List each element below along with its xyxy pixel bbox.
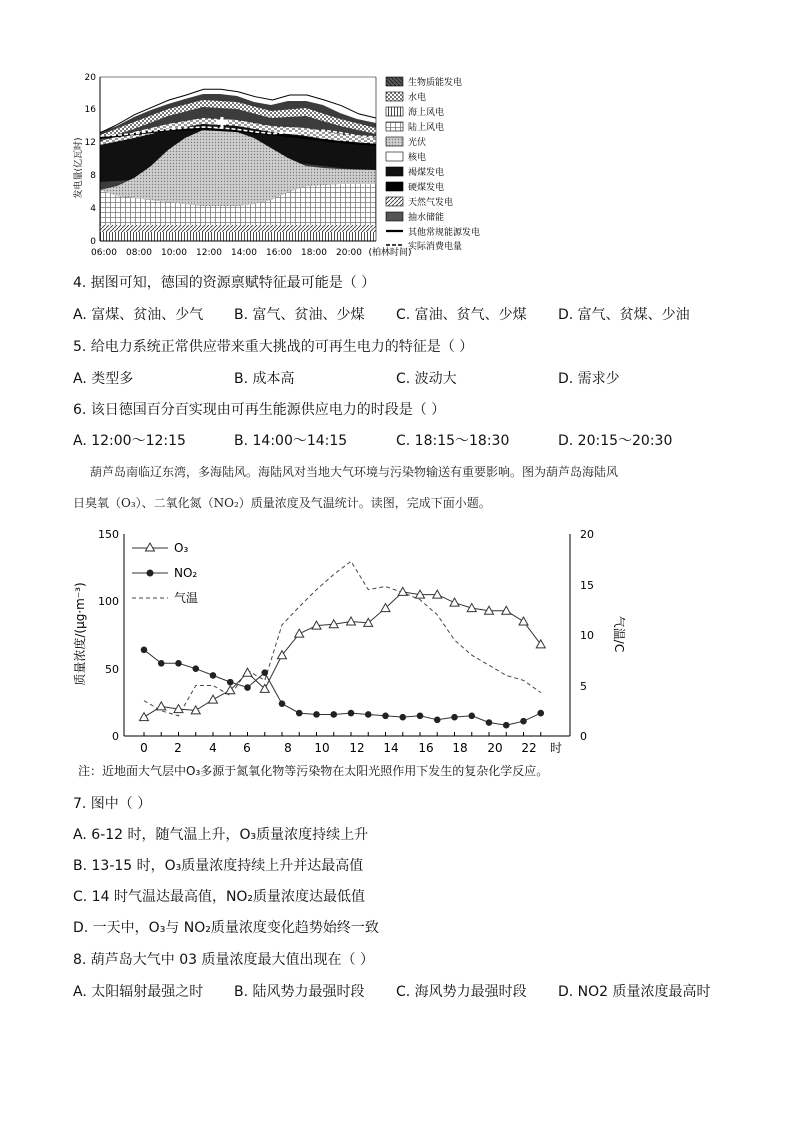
- no2-point: [520, 718, 527, 725]
- passage-line-1: 葫芦岛南临辽东湾，多海陆风。海陆风对当地大气环境与污染物输送有重要影响。图为葫芦岛海陆风: [90, 465, 619, 479]
- legend-label: 核电: [408, 153, 427, 163]
- o3-point: [295, 629, 304, 637]
- o3-point: [450, 598, 459, 606]
- chart1-ytick: 20: [84, 73, 96, 83]
- chart2-ytick-left: 100: [98, 595, 119, 608]
- legend-swatch-gas: [386, 197, 403, 206]
- o3-point: [502, 606, 511, 614]
- legend-swatch-nuclear: [386, 152, 403, 161]
- legend-label: 硬煤发电: [408, 183, 445, 193]
- no2-point: [141, 647, 148, 654]
- no2-point: [210, 672, 217, 679]
- no2-point: [468, 713, 475, 720]
- o3-point: [519, 617, 528, 625]
- no2-point: [261, 669, 268, 676]
- chart1-xunit: (柏林时间): [368, 248, 412, 258]
- chart2-xtick: 8: [284, 741, 292, 755]
- series-no2-line: [144, 650, 541, 725]
- no2-point: [399, 714, 406, 721]
- chart1-xtick: 10:00: [161, 248, 187, 258]
- q6-option-b[interactable]: B. 14:00～14:15: [234, 433, 348, 449]
- no2-point: [486, 719, 493, 726]
- legend-label: 天然气发电: [408, 198, 454, 208]
- chart2-xtick: 20: [487, 741, 503, 755]
- no2-point: [227, 679, 234, 686]
- area-gas-base: [100, 225, 376, 232]
- chart2-ytick-right: 0: [580, 730, 587, 743]
- chart1-xtick: 12:00: [196, 248, 222, 258]
- q6-option-c[interactable]: C. 18:15～18:30: [396, 433, 510, 449]
- no2-point: [175, 660, 182, 667]
- legend-swatch-biomass: [386, 77, 403, 86]
- legend-label: 光伏: [408, 138, 427, 148]
- legend-swatch-lignite: [386, 167, 403, 176]
- o3-point: [243, 668, 252, 676]
- chart2-ytick-right: 10: [580, 629, 594, 642]
- q8-option-d[interactable]: D. NO2 质量浓度最高时: [558, 984, 711, 1000]
- chart1-xticks: [91, 246, 411, 258]
- chart2-xtick: 4: [209, 741, 217, 755]
- no2-point: [382, 713, 389, 720]
- legend-label: 实际消费电量: [408, 242, 463, 252]
- no2-point: [192, 665, 199, 672]
- legend-swatch-hard-coal: [386, 182, 403, 191]
- chart2-ytick-right: 15: [580, 579, 594, 592]
- o3-point: [433, 590, 442, 598]
- q5-option-a[interactable]: A. 类型多: [73, 371, 134, 387]
- legend-label: 海上风电: [408, 108, 445, 118]
- no2-point: [313, 711, 320, 718]
- q5-option-b[interactable]: B. 成本高: [234, 371, 295, 387]
- q5-option-d[interactable]: D. 需求少: [558, 371, 620, 387]
- chart1-xtick: 20:00: [336, 248, 362, 258]
- q7-option-d[interactable]: D. 一天中，O₃与 NO₂质量浓度变化趋势始终一致: [73, 920, 379, 936]
- chart2-yticks-left: [98, 528, 119, 743]
- chart1-xtick: 06:00: [91, 248, 117, 258]
- legend-label: 水电: [408, 93, 427, 103]
- ozone-no2-temperature-chart: [70, 522, 630, 762]
- chart2-xtick: 2: [174, 741, 182, 755]
- no2-point: [417, 713, 424, 720]
- chart2-ytick-right: 5: [580, 680, 587, 693]
- chart2-ytick-right: 20: [580, 528, 594, 541]
- chart2-xtick: 14: [383, 741, 399, 755]
- legend-label: 抽水储能: [408, 213, 445, 223]
- legend-label: 陆上风电: [408, 123, 445, 133]
- q8-option-a[interactable]: A. 太阳辐射最强之时: [73, 984, 204, 1000]
- chart1-ytick: 8: [90, 171, 96, 181]
- passage-line-2: 日臭氧（O₃）、二氧化氮（NO₂）质量浓度及气温统计。读图，完成下面小题。: [73, 496, 491, 510]
- chart2-legend: [132, 541, 198, 605]
- o3-point: [347, 617, 356, 625]
- chart1-xtick: 08:00: [126, 248, 152, 258]
- chart2-ytick-left: 0: [112, 730, 119, 743]
- chart2-xtick: 18: [452, 741, 468, 755]
- chart1-xtick: 16:00: [266, 248, 292, 258]
- no2-point: [451, 714, 458, 721]
- no2-point: [296, 710, 303, 717]
- area-pumped-storage: [100, 232, 376, 241]
- q6-option-a[interactable]: A. 12:00～12:15: [73, 433, 186, 449]
- o3-point: [209, 695, 218, 703]
- no2-point: [330, 711, 337, 718]
- question-7-stem: 7. 图中（ ）: [73, 796, 152, 812]
- question-6-stem: 6. 该日德国百分百实现由可再生能源供应电力的时段是（ ）: [73, 402, 446, 418]
- legend-no2-marker: [147, 570, 154, 577]
- chart1-legend: [386, 76, 480, 252]
- chart1-ytick: 12: [84, 138, 96, 148]
- no2-point: [503, 722, 510, 729]
- chart1-plot: [100, 77, 376, 241]
- q8-option-c[interactable]: C. 海风势力最强时段: [396, 984, 527, 1000]
- chart2-xtick: 16: [418, 741, 434, 755]
- chart2-ytick-left: 50: [105, 663, 119, 676]
- chart2-xunit: 时: [549, 741, 563, 755]
- no2-point: [348, 710, 355, 717]
- series-temperature-line: [144, 561, 541, 716]
- chart2-yticks-right: [580, 528, 594, 743]
- chart2-xtick: 10: [314, 741, 330, 755]
- q8-option-b[interactable]: B. 陆风势力最强时段: [234, 984, 365, 1000]
- legend-swatch-solar: [386, 137, 403, 146]
- chart1-xtick: 14:00: [231, 248, 257, 258]
- chart1-ytick: 16: [84, 105, 96, 115]
- chart2-xtick: 12: [349, 741, 365, 755]
- legend-temp-label: 气温: [174, 591, 199, 605]
- no2-point: [279, 700, 286, 707]
- legend-o3-marker: [146, 543, 155, 551]
- legend-no2-label: NO₂: [174, 566, 198, 580]
- legend-swatch-hydro: [386, 92, 403, 101]
- question-4-stem: 4. 据图可知，德国的资源禀赋特征最可能是（ ）: [73, 275, 376, 291]
- no2-point: [244, 684, 251, 691]
- q4-option-c[interactable]: C. 富油、贫气、少煤: [396, 307, 527, 323]
- q7-option-a[interactable]: A. 6-12 时，随气温上升，O₃质量浓度持续上升: [73, 827, 369, 843]
- chart1-xtick: 18:00: [301, 248, 327, 258]
- q6-option-d[interactable]: D. 20:15～20:30: [558, 433, 673, 449]
- chart2-ylabel-right: 气温/C: [612, 615, 626, 653]
- q7-option-b[interactable]: B. 13-15 时，O₃质量浓度持续上升并达最高值: [73, 858, 364, 874]
- legend-o3-label: O₃: [174, 541, 189, 555]
- q7-option-c[interactable]: C. 14 时气温达最高值，NO₂质量浓度达最低值: [73, 889, 366, 905]
- no2-point: [537, 710, 544, 717]
- series-o3-line: [144, 592, 541, 717]
- chart1-yticks: [85, 73, 97, 247]
- q4-option-a[interactable]: A. 富煤、贫油、少气: [73, 307, 204, 323]
- no2-point: [365, 711, 372, 718]
- chart1-ytick: 4: [90, 204, 96, 214]
- legend-swatch-onshore-wind: [386, 122, 403, 131]
- o3-point: [536, 640, 545, 648]
- q4-option-d[interactable]: D. 富气、贫煤、少油: [558, 307, 690, 323]
- q4-option-b[interactable]: B. 富气、贫油、少煤: [234, 307, 365, 323]
- o3-point: [140, 713, 149, 721]
- question-5-stem: 5. 给电力系统正常供应带来重大挑战的可再生电力的特征是（ ）: [73, 339, 474, 355]
- power-generation-chart: [70, 72, 510, 267]
- chart2-xticks: [140, 740, 562, 755]
- chart2-xtick: 6: [243, 741, 251, 755]
- chart2-xtick: 22: [521, 741, 537, 755]
- chart1-ylabel: 发电量(亿瓦时): [74, 137, 84, 199]
- q5-option-c[interactable]: C. 波动大: [396, 371, 457, 387]
- chart2-xtick: 0: [140, 741, 148, 755]
- legend-label: 褐煤发电: [408, 168, 445, 178]
- legend-swatch-pumped-storage: [386, 212, 403, 221]
- chart2-note: 注：近地面大气层中O₃多源于氮氧化物等污染物在太阳光照作用下发生的复杂化学反应。: [78, 764, 549, 778]
- o3-point: [157, 702, 166, 710]
- chart2-axis-ticks: [144, 732, 541, 736]
- no2-point: [158, 660, 165, 667]
- chart2-ylabel-left: 质量浓度/(μg·m⁻³): [73, 582, 87, 686]
- legend-label: 其他常规能源发电: [408, 228, 481, 238]
- legend-swatch-offshore-wind: [386, 107, 403, 116]
- chart2-ytick-left: 150: [98, 528, 119, 541]
- series-o3-points: [140, 587, 546, 720]
- series-no2-points: [141, 647, 544, 729]
- chart1-ytick: 0: [90, 237, 96, 247]
- question-8-stem: 8. 葫芦岛大气中 03 质量浓度最大值出现在（ ）: [73, 952, 374, 968]
- legend-label: 生物质能发电: [408, 78, 463, 88]
- no2-point: [434, 717, 441, 724]
